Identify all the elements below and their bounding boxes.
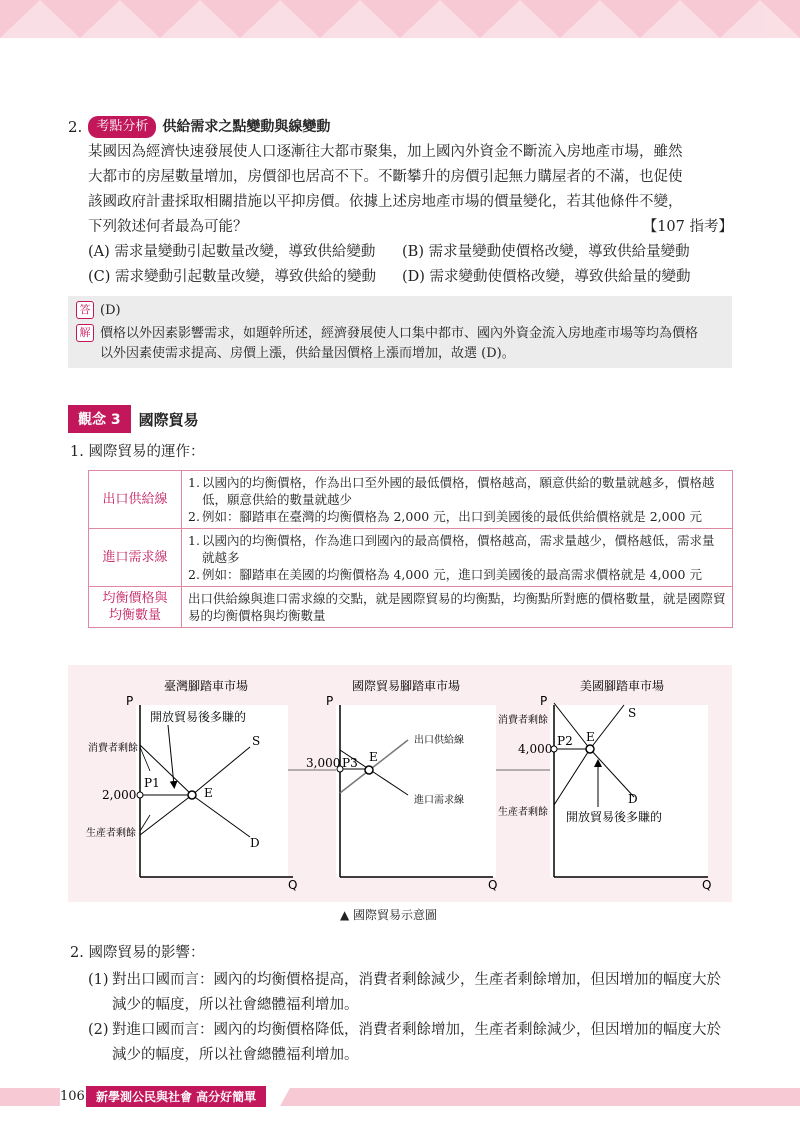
q-axis-label: Q [702,878,712,892]
item-text: 例如：腳踏車在臺灣的均衡價格為 2,000 元，出口到美國後的最低供給價格就是 2,000 元 [202,509,702,524]
row-content: 出口供給線與進口需求線的交點，就是國際貿易的均衡點，均衡點所對應的價格數量，就是國際貿易的均衡價格與均衡數量 [182,587,733,628]
item-number: 1. [188,533,200,548]
list-item [88,968,733,1018]
panel-title: 臺灣腳踏車市場 [164,679,249,693]
gain-label: 開放貿易後多賺的 [566,810,663,824]
stem-last-line: 下列敘述何者最為可能？ [88,219,248,235]
table-row [89,587,733,628]
row-content [182,471,733,529]
concept-title: 國際貿易 [138,410,199,429]
option-a: (A) 需求量變動引起數量改變，導致供給變動 [88,244,376,260]
consumer-surplus-label: 消費者剩餘 [498,715,548,726]
section1-title: 1. 國際貿易的運作： [70,444,205,460]
price-label: 4,000 [518,742,553,756]
book-title: 新學測公民與社會 高分好簡單 [86,1086,266,1107]
item-number: (1) [88,972,109,988]
supply-label: S [252,734,261,748]
equilibrium-label: E [204,786,213,800]
exam-source: 【107 指考】 [642,219,733,235]
page-number: 106 [60,1089,85,1104]
explanation-line: 以外因素使需求提高、房價上漲，供給量因價格上漲而增加，故選 (D)。 [100,346,515,361]
panel-title: 美國腳踏車市場 [580,679,665,693]
options [88,240,733,290]
point-label: P1 [144,776,160,790]
gain-label: 開放貿易後多賺的 [150,710,247,724]
item-number: 1. [188,475,200,490]
trade-table [88,470,733,628]
question-header [68,116,330,138]
p-axis-label: P [326,694,334,708]
list-item [88,1018,733,1068]
list-item [188,508,726,525]
item-text: 例如：腳踏車在美國的均衡價格為 4,000 元，進口到美國後的最高需求價格就是 4,000 元 [202,567,702,582]
item-text: 對進口國而言：國內的均衡價格降低，消費者剩餘增加，生產者剩餘減少，但因增加的幅度大於減少的幅度，所以社會總體福利增加。 [112,1022,721,1063]
p-axis-label: P [540,694,548,708]
item-number: (2) [88,1022,109,1038]
list-item [188,566,726,583]
panel-international [306,678,497,892]
demand-label: D [250,836,260,850]
list-item [188,474,726,508]
question-number: 2. [68,118,83,136]
option-b: (B) 需求量變動使價格改變，導致供給量變動 [402,244,690,260]
trade-figure [68,665,732,902]
concept-tag: 觀念 3 [68,405,131,433]
trade-diagram [68,665,732,902]
explanation-text [100,324,698,364]
row-label-line: 均衡價格與 [102,591,168,606]
producer-surplus-label: 生產者剩餘 [498,807,548,818]
effects-list [88,968,733,1068]
price-label: 2,000 [102,788,137,802]
price-point [137,792,143,798]
equilibrium-point [365,766,373,774]
panel-bg [336,705,496,877]
point-label: P2 [557,734,573,748]
option-d: (D) 需求變動使價格改變，導致供給量的變動 [402,269,691,285]
table-row [89,471,733,529]
section2-title: 2. 國際貿易的影響： [70,945,205,961]
equilibrium-label: E [586,730,595,744]
row-label: 出口供給線 [89,471,182,529]
point-label: P3 [342,756,358,770]
explanation-row [76,324,726,364]
answer-mark: 答 [76,301,94,319]
consumer-surplus-label: 消費者剩餘 [88,743,138,754]
explanation-mark: 解 [76,324,94,342]
panel-taiwan [86,678,297,892]
equilibrium-point [586,745,594,753]
option-row [88,265,733,290]
stem-line [88,215,733,240]
answer-box [68,296,732,368]
supply-label: S [628,706,637,720]
item-text: 以國內的均衡價格，作為進口到國內的最高價格，價格越高，需求量越少，價格越低，需求量就越多 [202,533,715,565]
row-label: 進口需求線 [89,529,182,587]
demand-label: D [628,792,638,806]
panel-us [498,678,711,892]
concept-heading [68,405,199,433]
question-stem [88,140,733,240]
stem-line: 某國因為經濟快速發展使人口逐漸往大都市聚集，加上國內外資金不斷流入房地產市場，雖然 [88,144,683,160]
export-supply-label: 出口供給線 [414,735,464,746]
q-axis-label: Q [288,878,298,892]
answer-value: (D) [100,303,121,318]
explanation-line: 價格以外因素影響需求，如題幹所述，經濟發展使人口集中都市、國內外資金流入房地產市場等均為價格 [100,326,699,341]
import-demand-label: 進口需求線 [414,795,464,806]
equilibrium-point [188,791,196,799]
top-banner [0,0,800,38]
price-label: 3,000 [306,756,341,770]
row-content [182,529,733,587]
option-c: (C) 需求變動引起數量改變，導致供給的變動 [88,269,377,285]
analysis-tag: 考點分析 [88,116,156,138]
question-title: 供給需求之點變動與線變動 [162,119,331,135]
producer-surplus-label: 生產者剩餘 [86,828,136,839]
equilibrium-label: E [369,750,378,764]
stem-line: 大都市的房屋數量增加，房價卻也居高不下。不斷攀升的房價引起無力購屋者的不滿，也促使 [88,169,683,185]
panel-title: 國際貿易腳踏車市場 [352,679,461,693]
item-number: 2. [188,567,200,582]
item-number: 2. [188,509,200,524]
row-label [89,587,182,628]
option-row [88,240,733,265]
row-label-line: 均衡數量 [108,608,161,623]
banner-pattern [0,0,800,38]
table-row [89,529,733,587]
list-item [188,532,726,566]
p-axis-label: P [126,694,134,708]
stem-line: 該國政府計畫採取相關措施以平抑房價。依據上述房地產市場的價量變化，若其他條件不變， [88,194,683,210]
item-text: 以國內的均衡價格，作為出口至外國的最低價格，價格越高，願意供給的數量就越多，價格越低，願意供給的數量就越少 [202,475,715,507]
figure-caption: ▲ 國際貿易示意圖 [340,908,438,922]
item-text: 對出口國而言：國內的均衡價格提高，消費者剩餘減少，生產者剩餘增加，但因增加的幅度大於減少的幅度，所以社會總體福利增加。 [112,972,721,1013]
q-axis-label: Q [488,878,498,892]
answer-row [76,301,121,321]
